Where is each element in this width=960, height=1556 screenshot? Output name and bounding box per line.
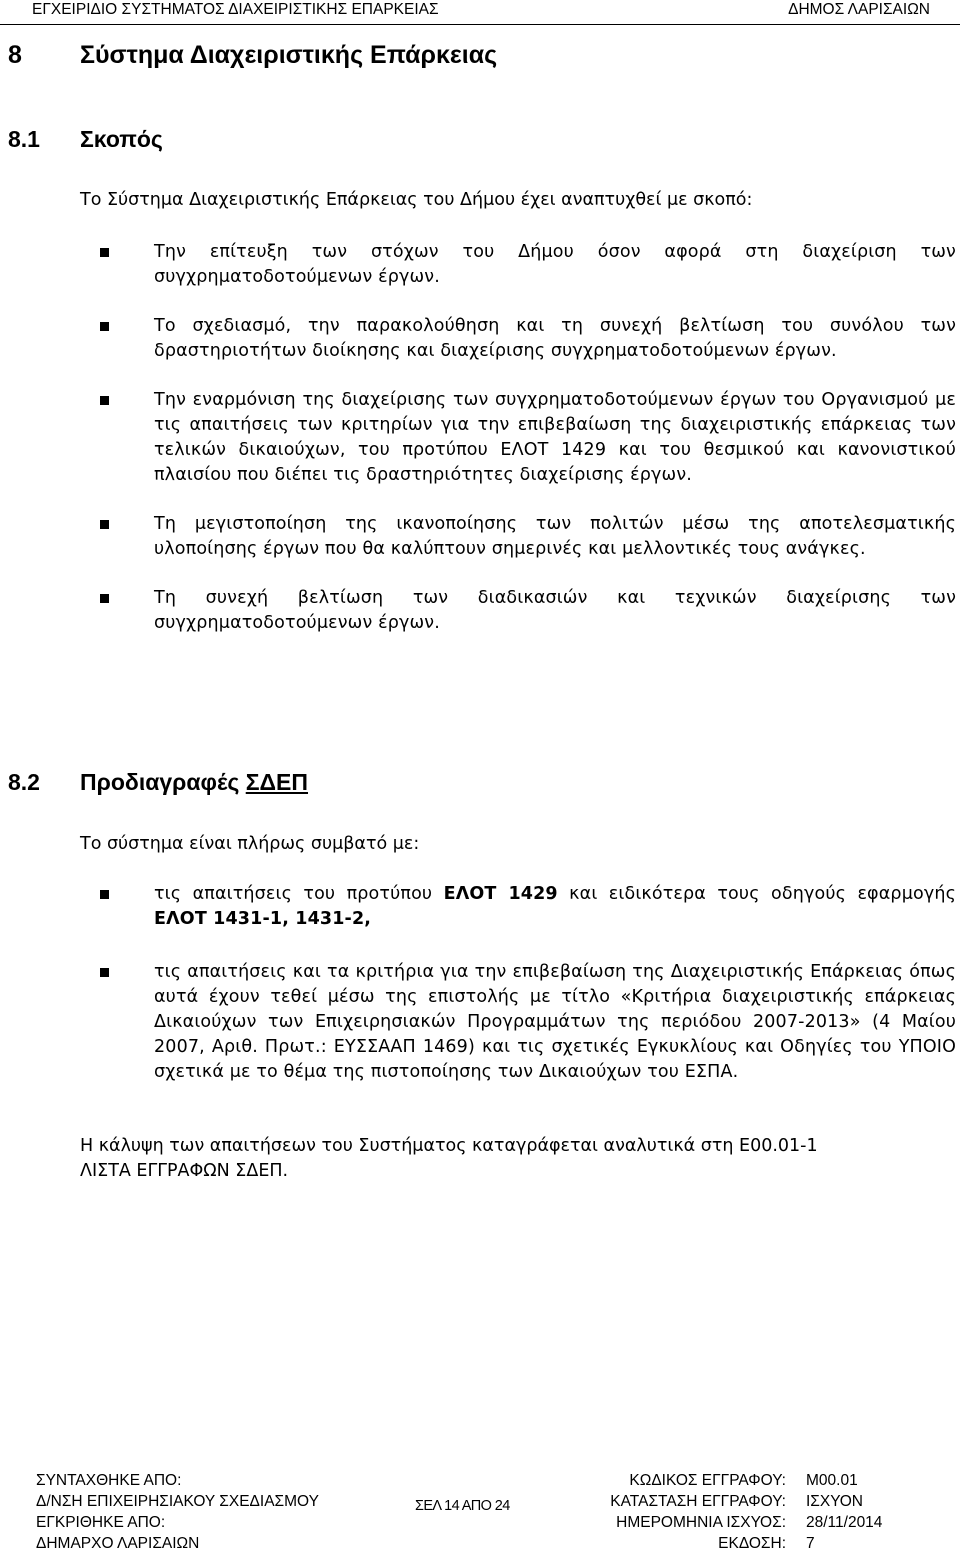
purpose-list	[80, 240, 956, 636]
square-bullet-icon	[100, 520, 109, 529]
purpose-intro: Το Σύστημα Διαχειριστικής Επάρκειας του Δήμου έχει αναπτυχθεί με σκοπό:	[80, 190, 753, 210]
section-number: 8.2	[8, 769, 40, 795]
specs-intro: Το σύστημα είναι πλήρως συμβατό με:	[80, 834, 420, 854]
square-bullet-icon	[100, 968, 109, 977]
page-footer	[0, 1470, 960, 1556]
list-item: Τη συνεχή βελτίωση των διαδικασιών και τεχνικών διαχείρισης των συγχρηματοδοτούμενων έργων.	[80, 586, 956, 636]
status-value: ΙΣΧΥΟΝ	[806, 1493, 863, 1510]
list-item: τις απαιτήσεις και τα κριτήρια για την επιβεβαίωση της Διαχειριστικής Επάρκειας όπως αυτά έχουν τεθεί μέσω της επιστολής με τίτλο «Κριτήρια διαχειριστικής επάρκειας Δικαιούχων των Επιχειρησιακών Προγραμμάτων της περιόδου 2007-2013» (4 Μαίου 2007, Αριθ. Πρωτ.: ΕΥΣΣΑΑΠ 1469) και τις σχετικές Εγκυκλίους και Οδηγίες του ΥΠΟΙΟ σχετικά με το θέμα της πιστοποίησης των Δικαιούχων του ΕΣΠΑ.	[80, 960, 956, 1085]
page-number: ΣΕΛ 14 ΑΠΟ 24	[415, 1498, 510, 1514]
footer-meta-values	[806, 1470, 882, 1554]
page-header	[0, 0, 960, 25]
chapter-heading	[8, 40, 497, 70]
square-bullet-icon	[100, 248, 109, 257]
status-label: ΚΑΤΑΣΤΑΣΗ ΕΓΓΡΑΦΟΥ:	[610, 1493, 786, 1510]
footer-authors	[36, 1470, 319, 1554]
composed-by: Δ/ΝΣΗ ΕΠΙΧΕΙΡΗΣΙΑΚΟΥ ΣΧΕΔΙΑΣΜΟΥ	[36, 1493, 319, 1510]
footer-meta-labels	[588, 1470, 786, 1554]
code-label: ΚΩΔΙΚΟΣ ΕΓΓΡΑΦΟΥ:	[629, 1472, 786, 1489]
section-heading-specs	[8, 767, 308, 797]
square-bullet-icon	[100, 322, 109, 331]
section-number: 8.1	[8, 126, 40, 152]
section-title-acronym: ΣΔΕΠ	[245, 769, 309, 795]
header-manual-title: ΕΓΧΕΙΡΙΔΙΟ ΣΥΣΤΗΜΑΤΟΣ ΔΙΑΧΕΙΡΙΣΤΙΚΗΣ ΕΠΑΡΚΕΙΑΣ	[32, 1, 439, 18]
list-item: Την εναρμόνιση της διαχείρισης των συγχρηματοδοτούμενων έργων του Οργανισμού με τις απαιτήσεις των κριτηρίων για την επιβεβαίωση της διαχειριστικής επάρκειας των τελικών δικαιούχων, του προτύπου ΕΛΟΤ 1429 και του θεσμικού και κανονιστικού πλαισίου που διέπει τις δραστηριότητες διαχείρισης έργων.	[80, 388, 956, 488]
date-label: ΗΜΕΡΟΜΗΝΙΑ ΙΣΧΥΟΣ:	[616, 1514, 786, 1531]
square-bullet-icon	[100, 890, 109, 899]
edition-label: ΕΚΔΟΣΗ:	[718, 1535, 786, 1552]
section-title: Σκοπός	[80, 126, 163, 152]
section-heading-purpose	[8, 124, 163, 154]
list-item: Το σχεδιασμό, την παρακολούθηση και τη συνεχή βελτίωση του συνόλου των δραστηριοτήτων διοίκησης και διαχείρισης συγχρηματοδοτούμενων έργων.	[80, 314, 956, 364]
square-bullet-icon	[100, 396, 109, 405]
list-item: Την επίτευξη των στόχων του Δήμου όσον αφορά στη διαχείριση των συγχρηματοδοτούμενων έργων.	[80, 240, 956, 290]
edition-value: 7	[806, 1535, 815, 1552]
composed-label: ΣΥΝΤΑΧΘΗΚΕ ΑΠΟ:	[36, 1472, 182, 1489]
approved-label: ΕΓΚΡΙΘΗΚΕ ΑΠΟ:	[36, 1514, 166, 1531]
list-item: Τη μεγιστοποίηση της ικανοποίησης των πολιτών μέσω της αποτελεσματικής υλοποίησης έργων που θα καλύπτουν σημερινές και μελλοντικές τους ανάγκες.	[80, 512, 956, 562]
chapter-title: Σύστημα Διαχειριστικής Επάρκειας	[80, 41, 498, 69]
closing-paragraph: Η κάλυψη των απαιτήσεων του Συστήματος καταγράφεται αναλυτικά στη Ε00.01-1 ΛΙΣΤΑ ΕΓΓΡΑΦΩΝ ΣΔΕΠ.	[80, 1136, 818, 1181]
chapter-number: 8	[8, 41, 22, 69]
specs-list	[80, 882, 956, 1085]
date-value: 28/11/2014	[806, 1514, 883, 1531]
code-value: Μ00.01	[806, 1472, 858, 1489]
approved-by: ΔΗΜΑΡΧΟ ΛΑΡΙΣΑΙΩΝ	[36, 1535, 200, 1552]
section-title-part: Προδιαγραφές	[80, 769, 246, 795]
list-item: τις απαιτήσεις του προτύπου ΕΛΟΤ 1429 και ειδικότερα τους οδηγούς εφαρμογής ΕΛΟΤ 1431-1, 1431-2,	[80, 882, 956, 932]
header-municipality: ΔΗΜΟΣ ΛΑΡΙΣΑΙΩΝ	[788, 1, 930, 18]
square-bullet-icon	[100, 594, 109, 603]
